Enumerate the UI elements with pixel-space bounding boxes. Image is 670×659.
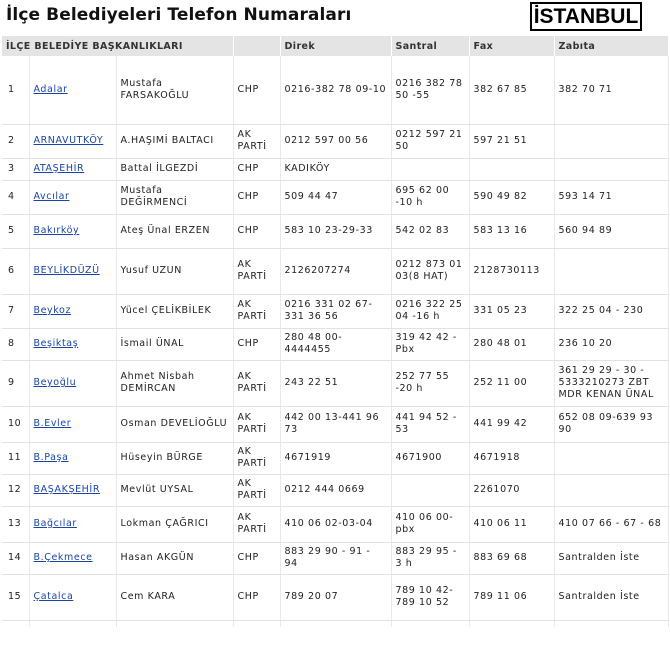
district-link-cell xyxy=(29,328,116,360)
district-link[interactable]: Beşiktaş xyxy=(33,338,79,349)
mayor-name-cell: A.HAŞIMİ BALTACI xyxy=(116,124,233,158)
fax-number-cell: 883 69 68 xyxy=(469,542,554,574)
phone-table xyxy=(2,36,669,627)
header-direk: Direk xyxy=(280,36,391,56)
switchboard-phone-cell: 542 02 83 xyxy=(391,214,469,248)
district-link[interactable]: BEYLİKDÜZÜ xyxy=(33,265,100,276)
row-number-cell: 15 xyxy=(2,574,29,620)
switchboard-phone-cell xyxy=(391,474,469,506)
empty-cell xyxy=(554,620,668,627)
direct-phone-cell: 2126207274 xyxy=(280,248,391,294)
district-link-cell xyxy=(29,248,116,294)
mayor-name-cell: Osman DEVELİOĞLU xyxy=(116,406,233,442)
direct-phone-cell: 0212 444 0669 xyxy=(280,474,391,506)
direct-phone-cell: 280 48 00-4444455 xyxy=(280,328,391,360)
row-number-cell: 11 xyxy=(2,442,29,474)
direct-phone-cell: 0216 331 02 67-331 36 56 xyxy=(280,294,391,328)
table-row xyxy=(2,248,668,294)
table-row xyxy=(2,328,668,360)
district-link[interactable]: Adalar xyxy=(33,83,68,95)
district-link-cell xyxy=(29,542,116,574)
table-row xyxy=(2,442,668,474)
direct-phone-cell: 583 10 23-29-33 xyxy=(280,214,391,248)
row-number-cell: 5 xyxy=(2,214,29,248)
fax-number-cell: 4671918 xyxy=(469,442,554,474)
district-link-cell xyxy=(29,406,116,442)
row-number-cell: 6 xyxy=(2,248,29,294)
switchboard-phone-cell: 695 62 00 -10 h xyxy=(391,180,469,214)
row-number-cell: 1 xyxy=(2,56,29,124)
table-row xyxy=(2,406,668,442)
city-label: İSTANBUL xyxy=(530,2,642,31)
party-cell: AK PARTİ xyxy=(233,294,280,328)
party-cell: CHP xyxy=(233,180,280,214)
party-cell: AK PARTİ xyxy=(233,360,280,406)
party-cell: AK PARTİ xyxy=(233,474,280,506)
party-cell: CHP xyxy=(233,574,280,620)
page-title: İlçe Belediyeleri Telefon Numaraları xyxy=(6,5,352,25)
table-row xyxy=(2,124,668,158)
direct-phone-cell: 509 44 47 xyxy=(280,180,391,214)
row-number-cell: 14 xyxy=(2,542,29,574)
row-number-cell: 2 xyxy=(2,124,29,158)
table-row xyxy=(2,574,668,620)
mayor-name-cell: Battal İLGEZDİ xyxy=(116,158,233,180)
mayor-name-cell: Cem KARA xyxy=(116,574,233,620)
switchboard-phone-cell: 0216 382 78 50 -55 xyxy=(391,56,469,124)
row-number-cell: 4 xyxy=(2,180,29,214)
mayor-name-cell: Ateş Ünal ERZEN xyxy=(116,214,233,248)
fax-number-cell: 441 99 42 xyxy=(469,406,554,442)
district-link[interactable]: B.Paşa xyxy=(33,452,69,463)
switchboard-phone-cell: 441 94 52 - 53 xyxy=(391,406,469,442)
district-link-cell xyxy=(29,506,116,542)
direct-phone-cell: 4671919 xyxy=(280,442,391,474)
district-link-cell xyxy=(29,158,116,180)
table-row xyxy=(2,542,668,574)
switchboard-phone-cell: 319 42 42 - Pbx xyxy=(391,328,469,360)
mayor-name-cell: Lokman ÇAĞRICI xyxy=(116,506,233,542)
party-cell: CHP xyxy=(233,158,280,180)
fax-number-cell: 410 06 11 xyxy=(469,506,554,542)
party-cell: CHP xyxy=(233,328,280,360)
party-cell: AK PARTİ xyxy=(233,248,280,294)
district-link[interactable]: ARNAVUTKÖY xyxy=(33,135,104,146)
fax-number-cell: 280 48 01 xyxy=(469,328,554,360)
table-row xyxy=(2,506,668,542)
district-link-cell xyxy=(29,214,116,248)
row-number-cell: 10 xyxy=(2,406,29,442)
table-header-row xyxy=(2,36,668,56)
district-link[interactable]: B.Evler xyxy=(33,418,72,429)
district-link[interactable]: Çatalca xyxy=(33,591,74,602)
table-row-partial xyxy=(2,620,668,627)
party-cell: AK PARTİ xyxy=(233,406,280,442)
police-phone-cell: 361 29 29 - 30 - 5333210273 ZBT MDR KENAN ÜNAL xyxy=(554,360,668,406)
mayor-name-cell: Yusuf UZUN xyxy=(116,248,233,294)
police-phone-cell: 322 25 04 - 230 xyxy=(554,294,668,328)
table-row xyxy=(2,180,668,214)
mayor-name-cell: Hüseyin BÜRGE xyxy=(116,442,233,474)
party-cell: AK PARTİ xyxy=(233,124,280,158)
row-number-cell: 13 xyxy=(2,506,29,542)
mayor-name-cell: Yücel ÇELİKBİLEK xyxy=(116,294,233,328)
police-phone-cell: Santralden İste xyxy=(554,574,668,620)
header-parti xyxy=(233,36,280,56)
district-link-cell xyxy=(29,574,116,620)
police-phone-cell: Santralden İste xyxy=(554,542,668,574)
district-link-cell xyxy=(29,294,116,328)
direct-phone-cell: 442 00 13-441 96 73 xyxy=(280,406,391,442)
direct-phone-cell: 243 22 51 xyxy=(280,360,391,406)
district-link-cell xyxy=(29,474,116,506)
district-link-cell xyxy=(29,56,116,124)
district-link[interactable]: Beyoğlu xyxy=(33,377,77,388)
switchboard-phone-cell: 4671900 xyxy=(391,442,469,474)
mayor-name-cell: Mustafa DEĞİRMENCİ xyxy=(116,180,233,214)
header-santral: Santral xyxy=(391,36,469,56)
switchboard-phone-cell: 0212 873 01 03(8 HAT) xyxy=(391,248,469,294)
party-cell: CHP xyxy=(233,56,280,124)
header-fax: Fax xyxy=(469,36,554,56)
fax-number-cell: 2128730113 xyxy=(469,248,554,294)
district-link[interactable]: Avcılar xyxy=(33,191,70,202)
mayor-name-cell: Mevlüt UYSAL xyxy=(116,474,233,506)
police-phone-cell xyxy=(554,474,668,506)
switchboard-phone-cell: 252 77 55 -20 h xyxy=(391,360,469,406)
direct-phone-cell: 410 06 02-03-04 xyxy=(280,506,391,542)
party-cell: AK PARTİ xyxy=(233,506,280,542)
district-link[interactable]: Bakırköy xyxy=(33,225,80,236)
switchboard-phone-cell xyxy=(391,158,469,180)
switchboard-phone-cell: 883 29 95 - 3 h xyxy=(391,542,469,574)
mayor-name-cell: İsmail ÜNAL xyxy=(116,328,233,360)
direct-phone-cell: 883 29 90 - 91 - 94 xyxy=(280,542,391,574)
empty-cell xyxy=(29,620,116,627)
police-phone-cell xyxy=(554,158,668,180)
police-phone-cell xyxy=(554,248,668,294)
fax-number-cell: 789 11 06 xyxy=(469,574,554,620)
switchboard-phone-cell: 410 06 00-pbx xyxy=(391,506,469,542)
row-number-cell: 3 xyxy=(2,158,29,180)
police-phone-cell xyxy=(554,442,668,474)
header-zabita: Zabıta xyxy=(554,36,668,56)
row-number-cell: 12 xyxy=(2,474,29,506)
table-row xyxy=(2,158,668,180)
fax-number-cell: 382 67 85 xyxy=(469,56,554,124)
district-link[interactable]: Bağcılar xyxy=(33,518,77,529)
fax-number-cell: 597 21 51 xyxy=(469,124,554,158)
police-phone-cell: 236 10 20 xyxy=(554,328,668,360)
row-number-cell: 7 xyxy=(2,294,29,328)
table-row xyxy=(2,214,668,248)
police-phone-cell: 560 94 89 xyxy=(554,214,668,248)
district-link-cell xyxy=(29,360,116,406)
fax-number-cell: 583 13 16 xyxy=(469,214,554,248)
party-cell: CHP xyxy=(233,542,280,574)
direct-phone-cell: KADIKÖY xyxy=(280,158,391,180)
empty-cell xyxy=(469,620,554,627)
fax-number-cell: 590 49 82 xyxy=(469,180,554,214)
police-phone-cell: 382 70 71 xyxy=(554,56,668,124)
row-number-cell: 9 xyxy=(2,360,29,406)
mayor-name-cell: Mustafa FARSAKOĞLU xyxy=(116,56,233,124)
table-row xyxy=(2,474,668,506)
switchboard-phone-cell: 789 10 42-789 10 52 xyxy=(391,574,469,620)
table-row xyxy=(2,56,668,124)
table-row xyxy=(2,360,668,406)
party-cell: AK PARTİ xyxy=(233,442,280,474)
police-phone-cell: 652 08 09-639 93 90 xyxy=(554,406,668,442)
district-link-cell xyxy=(29,180,116,214)
direct-phone-cell: 0212 597 00 56 xyxy=(280,124,391,158)
district-link[interactable]: B.Çekmece xyxy=(33,552,93,563)
district-link[interactable]: Beykoz xyxy=(33,305,72,316)
fax-number-cell: 331 05 23 xyxy=(469,294,554,328)
empty-cell xyxy=(233,620,280,627)
district-link-cell xyxy=(29,124,116,158)
fax-number-cell: 252 11 00 xyxy=(469,360,554,406)
police-phone-cell: 410 07 66 - 67 - 68 xyxy=(554,506,668,542)
direct-phone-cell: 0216-382 78 09-10 xyxy=(280,56,391,124)
empty-cell xyxy=(2,620,29,627)
empty-cell xyxy=(280,620,391,627)
police-phone-cell: 593 14 71 xyxy=(554,180,668,214)
mayor-name-cell: Hasan AKGÜN xyxy=(116,542,233,574)
empty-cell xyxy=(391,620,469,627)
header-ilce: İLÇE BELEDİYE BAŞKANLIKLARI xyxy=(2,36,233,56)
empty-cell xyxy=(116,620,233,627)
police-phone-cell xyxy=(554,124,668,158)
table-row xyxy=(2,294,668,328)
fax-number-cell: 2261070 xyxy=(469,474,554,506)
district-link[interactable]: BAŞAKŞEHİR xyxy=(33,484,101,495)
district-link-cell xyxy=(29,442,116,474)
row-number-cell: 8 xyxy=(2,328,29,360)
switchboard-phone-cell: 0216 322 25 04 -16 h xyxy=(391,294,469,328)
direct-phone-cell: 789 20 07 xyxy=(280,574,391,620)
fax-number-cell xyxy=(469,158,554,180)
party-cell: CHP xyxy=(233,214,280,248)
switchboard-phone-cell: 0212 597 21 50 xyxy=(391,124,469,158)
mayor-name-cell: Ahmet Nisbah DEMİRCAN xyxy=(116,360,233,406)
district-link[interactable]: ATAŞEHİR xyxy=(33,163,85,174)
